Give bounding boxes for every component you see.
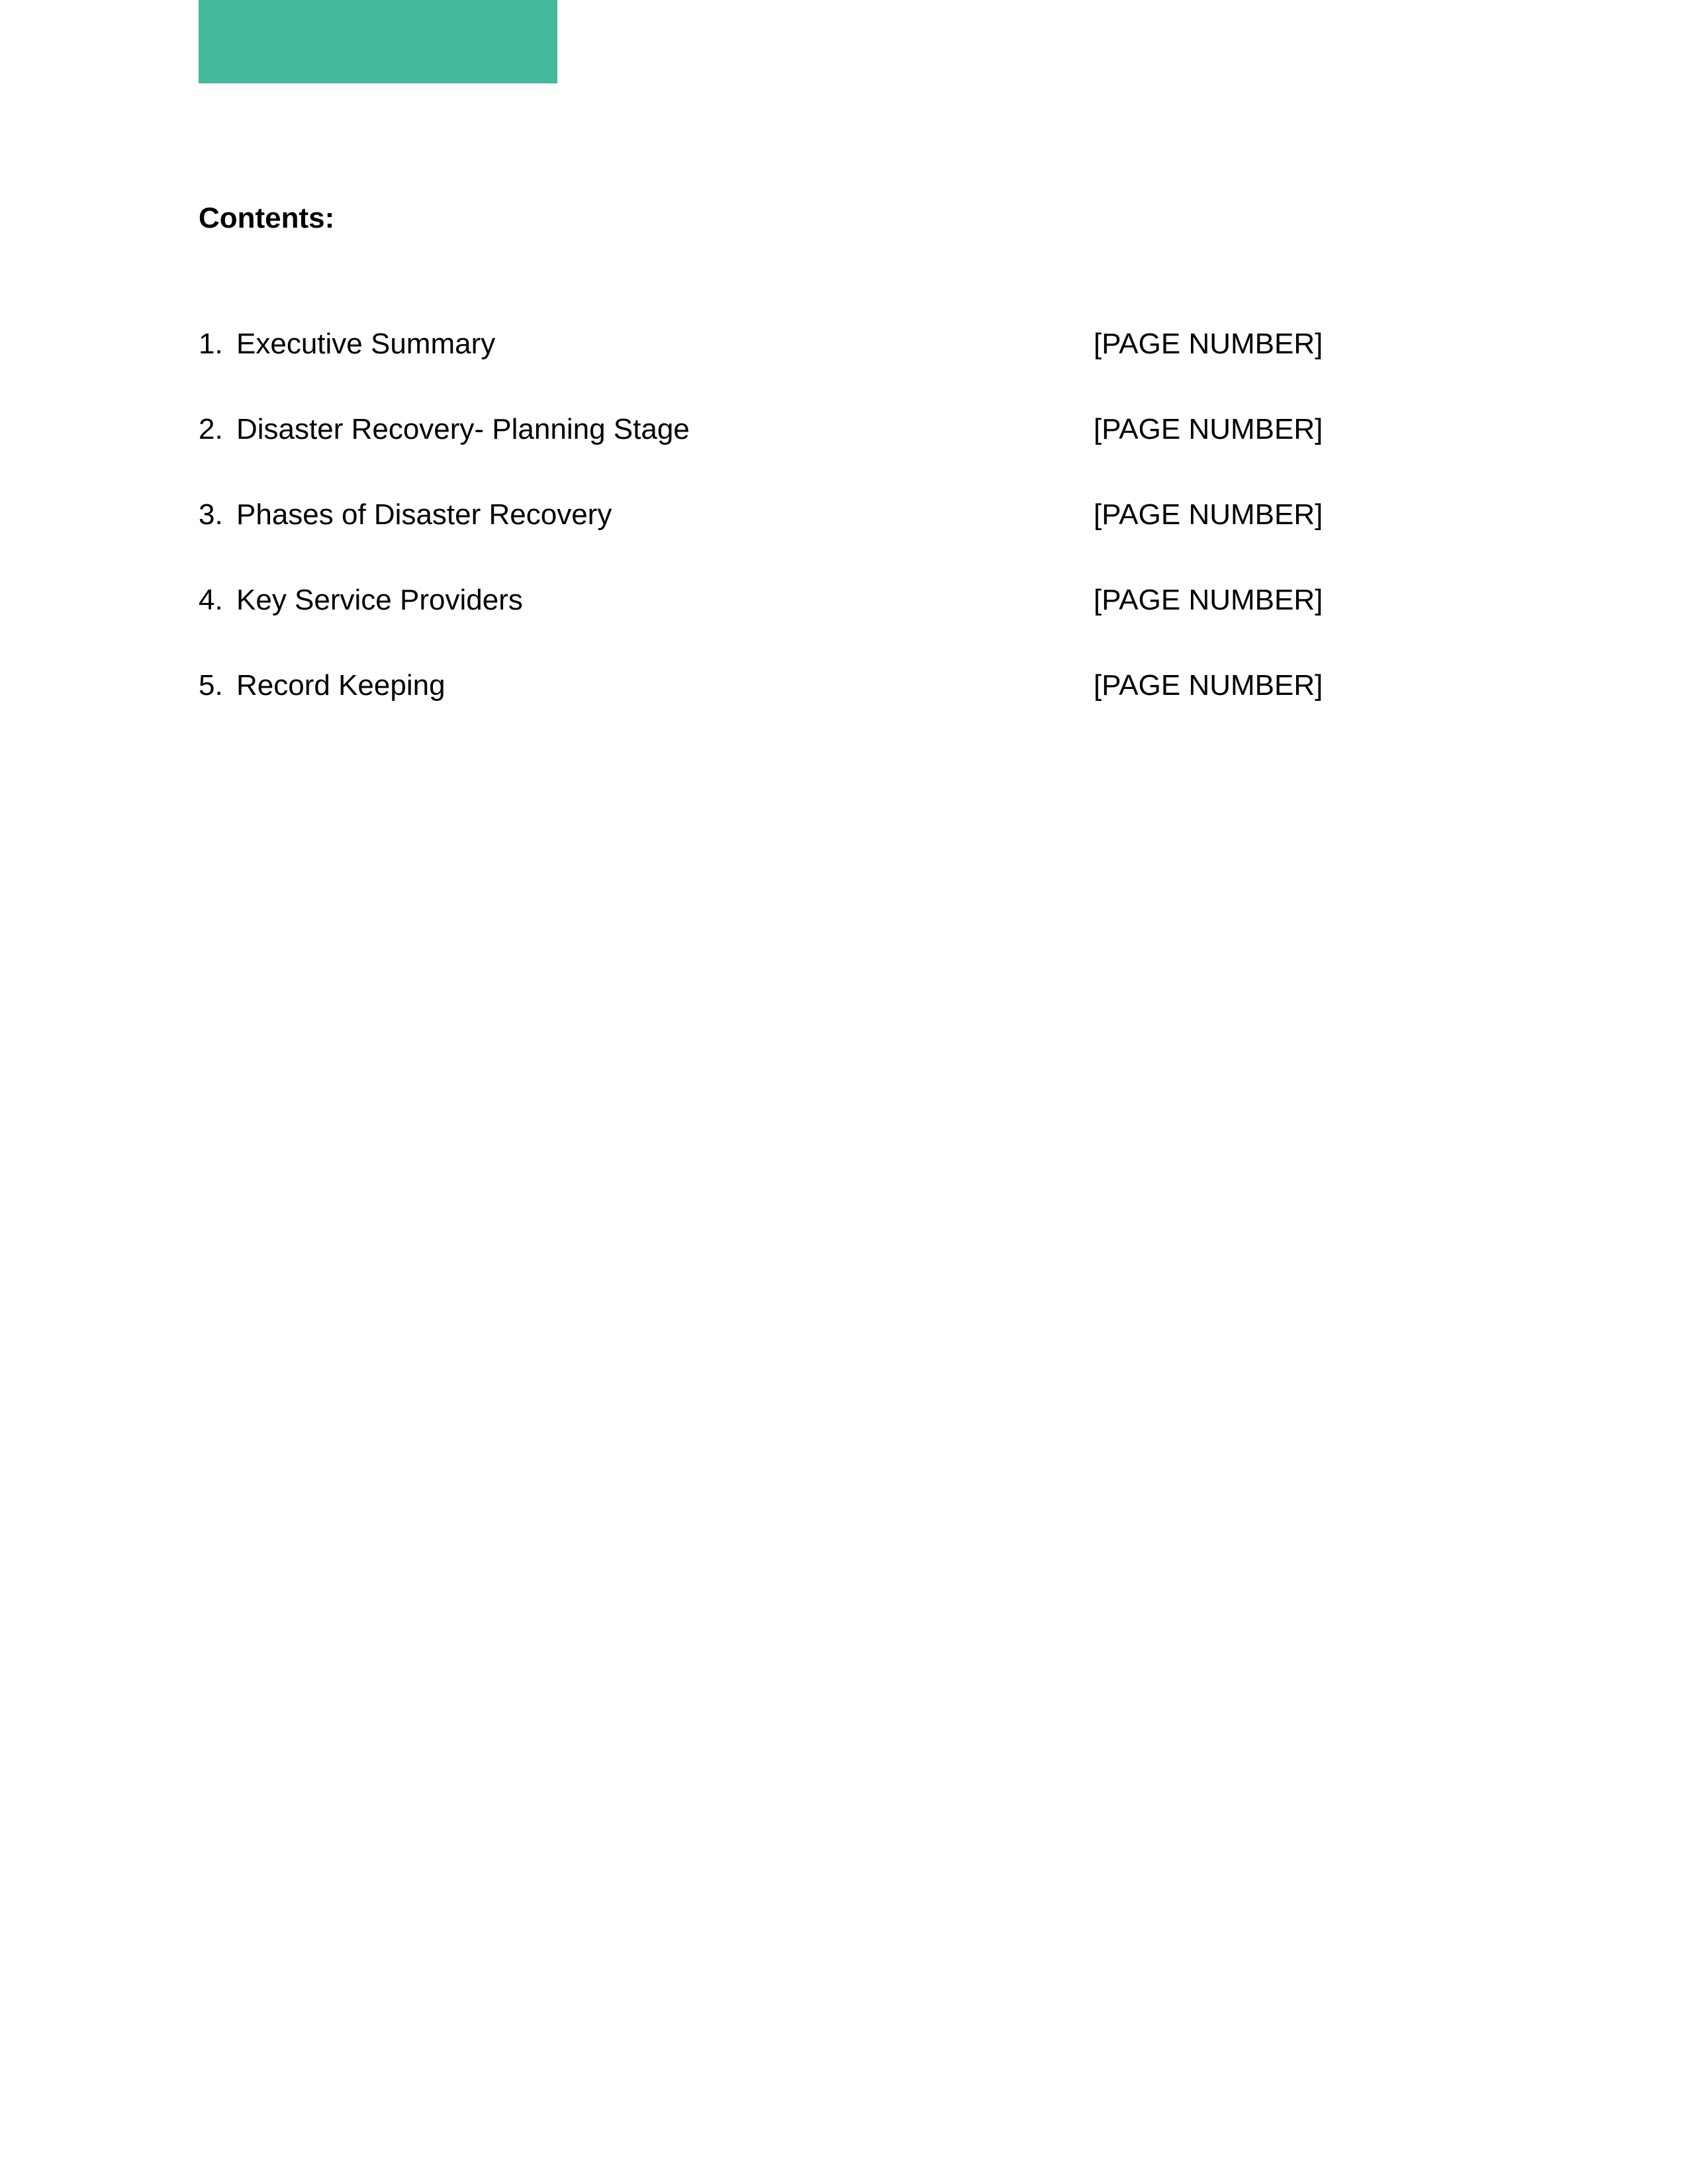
- toc-item-title: Executive Summary: [236, 328, 496, 360]
- toc-item-record-keeping: [199, 666, 1456, 751]
- toc-item-number: 2.: [199, 413, 223, 445]
- table-of-contents: [199, 324, 1456, 751]
- toc-item-planning-stage: [199, 410, 1456, 495]
- header-accent-bar: [199, 0, 557, 83]
- contents-heading: Contents:: [199, 202, 335, 234]
- toc-item-title: Record Keeping: [236, 669, 445, 702]
- toc-item-page-number: [PAGE NUMBER]: [1094, 584, 1323, 616]
- toc-item-executive-summary: [199, 324, 1456, 410]
- toc-item-number: 4.: [199, 584, 223, 616]
- toc-item-page-number: [PAGE NUMBER]: [1094, 328, 1323, 360]
- toc-item-phases: [199, 495, 1456, 580]
- toc-item-number: 1.: [199, 328, 223, 360]
- toc-item-number: 3.: [199, 498, 223, 531]
- toc-item-title: Disaster Recovery- Planning Stage: [236, 413, 690, 445]
- toc-item-title: Key Service Providers: [236, 584, 523, 616]
- toc-item-title: Phases of Disaster Recovery: [236, 498, 612, 531]
- toc-item-service-providers: [199, 580, 1456, 666]
- toc-item-page-number: [PAGE NUMBER]: [1094, 498, 1323, 531]
- toc-item-page-number: [PAGE NUMBER]: [1094, 669, 1323, 702]
- toc-item-number: 5.: [199, 669, 223, 702]
- toc-item-page-number: [PAGE NUMBER]: [1094, 413, 1323, 445]
